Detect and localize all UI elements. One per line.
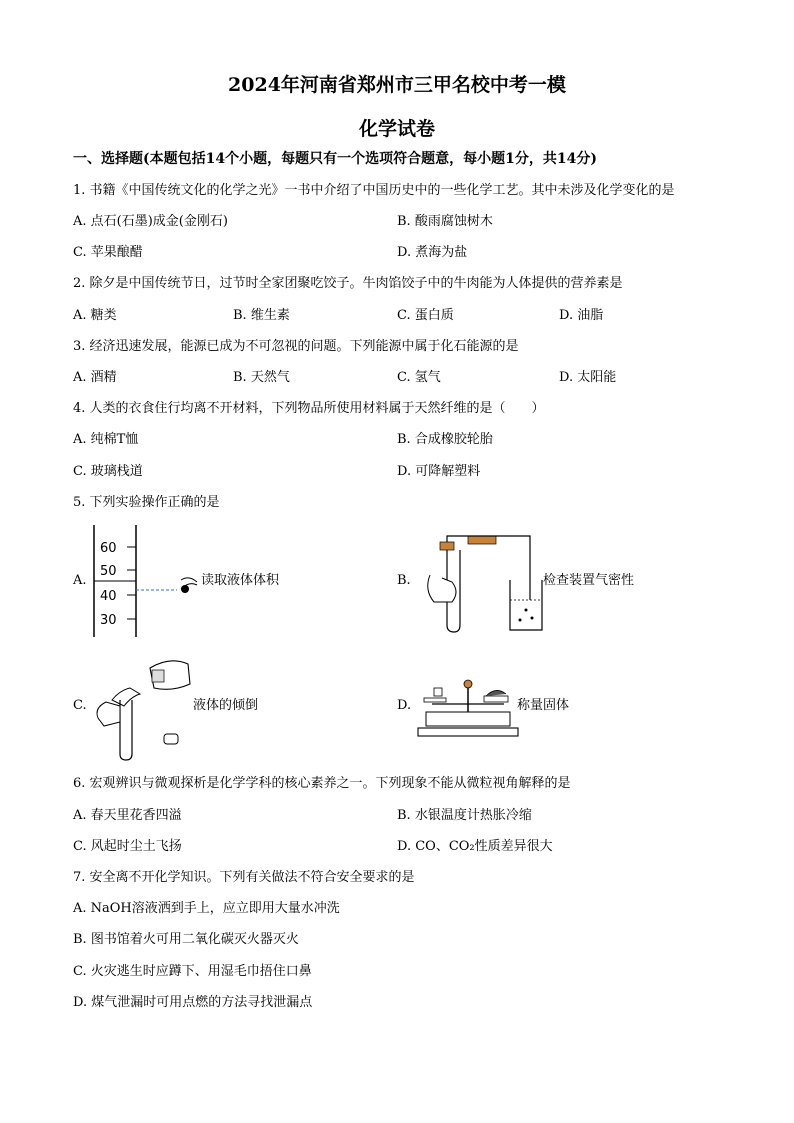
option: D. 太阳能	[559, 370, 617, 385]
question-stem: 4. 人类的衣食住行均离不开材料，下列物品所使用材料属于天然纤维的是（ ）	[73, 401, 545, 416]
option: D. 煮海为盐	[397, 245, 468, 260]
scale-label: 30	[100, 613, 117, 628]
option: C. 火灾逃生时应蹲下、用湿毛巾捂住口鼻	[73, 964, 312, 979]
option: A.	[73, 573, 87, 588]
option: C. 氢气	[397, 370, 441, 385]
pouring-liquid-figure	[90, 650, 200, 762]
option: C. 风起时尘土飞扬	[73, 839, 182, 854]
option: C.	[73, 698, 87, 713]
option: A. NaOH溶液洒到手上，应立即用大量水冲洗	[73, 901, 340, 916]
option: D.	[397, 698, 412, 713]
option: D. CO、CO₂性质差异很大	[397, 839, 553, 854]
question-stem: 7. 安全离不开化学知识。下列有关做法不符合安全要求的是	[73, 870, 415, 885]
airtightness-figure	[410, 530, 550, 635]
option: D. 煤气泄漏时可用点燃的方法寻找泄漏点	[73, 995, 313, 1010]
option: B. 酸雨腐蚀树木	[397, 214, 493, 229]
option: B.	[397, 573, 411, 588]
option: B. 水银温度计热胀冷缩	[397, 808, 532, 823]
option: A. 春天里花香四溢	[73, 808, 182, 823]
option: A. 点石(石墨)成金(金刚石)	[73, 214, 228, 229]
figure-caption: 读取液体体积	[201, 573, 280, 588]
page-subtitle: 化学试卷	[358, 118, 435, 140]
cylinder-reading-figure	[85, 525, 205, 640]
figure-caption: 液体的倾倒	[193, 698, 259, 713]
option: A. 纯棉T恤	[73, 432, 139, 447]
scale-label: 40	[100, 589, 117, 604]
question-stem: 5. 下列实验操作正确的是	[73, 495, 220, 510]
option: B. 图书馆着火可用二氧化碳灭火器灭火	[73, 932, 299, 947]
option: B. 天然气	[233, 370, 290, 385]
page-title: 2024年河南省郑州市三甲名校中考一模	[228, 74, 566, 96]
option: A. 酒精	[73, 370, 117, 385]
option: A. 糖类	[73, 308, 117, 323]
option: C. 苹果酿醋	[73, 245, 143, 260]
question-stem: 3. 经济迅速发展，能源已成为不可忽视的问题。下列能源中属于化石能源的是	[73, 339, 519, 354]
option: D. 可降解塑料	[397, 464, 481, 479]
question-stem: 6. 宏观辨识与微观探析是化学学科的核心素养之一。下列现象不能从微粒视角解释的是	[73, 776, 571, 791]
scale-label: 60	[100, 541, 117, 556]
figure-caption: 检查装置气密性	[543, 573, 635, 588]
figure-caption: 称量固体	[517, 698, 570, 713]
eye-icon	[181, 578, 197, 593]
option: B. 维生素	[233, 308, 290, 323]
balance-figure	[412, 668, 522, 740]
scale-label: 50	[100, 564, 117, 579]
option: D. 油脂	[559, 308, 604, 323]
section-heading: 一、选择题(本题包括14个小题，每题只有一个选项符合题意，每小题1分，共14分)	[73, 151, 597, 167]
option: B. 合成橡胶轮胎	[397, 432, 493, 447]
question-stem: 2. 除夕是中国传统节日，过节时全家团聚吃饺子。牛肉馅饺子中的牛肉能为人体提供的营养素是	[73, 276, 623, 291]
option: C. 玻璃栈道	[73, 464, 143, 479]
option: C. 蛋白质	[397, 308, 454, 323]
question-stem: 1. 书籍《中国传统文化的化学之光》一书中介绍了中国历史中的一些化学工艺。其中未涉及化学变化的是	[73, 183, 675, 198]
